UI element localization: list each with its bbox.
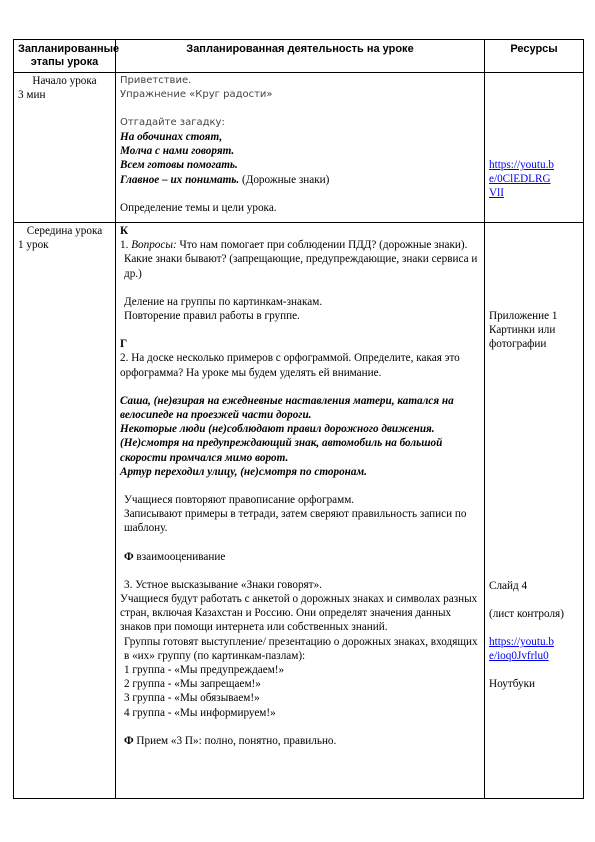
activity-cell-middle [116, 223, 485, 799]
question-number: 1. [120, 239, 132, 252]
group-item: 3 группа - «Мы обязываем!» [124, 692, 260, 705]
stage-cell-start [14, 73, 116, 223]
resource-link-line: e/0ClEDLRG [489, 173, 551, 186]
example-sentence: Артур переходил улицу, (не)смотря по сторонам. [120, 465, 367, 478]
resource-control-sheet: (лист контроля) [489, 607, 564, 620]
riddle-intro: Отгадайте загадку: [120, 117, 225, 128]
resource-appendix: Приложение 1 Картинки или фотографии [489, 310, 558, 351]
table-row-start [14, 73, 584, 223]
assessment-text: взаимооценивание [133, 550, 226, 563]
riddle-line: Всем готовы помогать. [120, 159, 238, 172]
task-3-description: Учащиеся будут работать с анкетой о дорожных знаках и символах разных стран, включая Казахстан и Россию. Они определят значения данных знаков при помощи интернета или собственных знаний. [120, 593, 478, 634]
greeting-text: Приветствие. [120, 75, 192, 86]
stage-name: Середина урока [26, 225, 103, 237]
resource-link-line: https://youtu.b [489, 636, 554, 649]
resources-cell-middle [485, 223, 584, 799]
rules-repeat: Повторение правил работы в группе. [124, 310, 300, 323]
groups-division: Деление на группы по картинкам-знакам. [124, 295, 323, 308]
students-repeat: Учащиеся повторяют правописание орфограмм. [124, 494, 355, 507]
example-sentence: Саша, (не)взирая на ежедневные наставления матери, катался на велосипеде на проезжей части дороги. [120, 394, 454, 422]
table-row-middle [14, 223, 584, 799]
section-label-f: Ф [124, 734, 134, 747]
stage-time: 1 урок [18, 239, 49, 252]
header-resources: Ресурсы [485, 40, 584, 73]
question-text-2: Какие знаки бывают? (запрещающие, предупреждающие, знаки сервиса и др.) [124, 253, 478, 280]
riddle-line: Молча с нами говорят. [120, 145, 235, 158]
section-label-g: Г [120, 338, 128, 351]
task-3-prep: Группы готовят выступление/ презентацию о дорожных знаках, входящих в «их» группу (по картинкам-пазлам): [124, 635, 478, 662]
exercise-text: Упражнение «Круг радости» [120, 89, 273, 100]
stage-time: 3 мин [18, 89, 46, 102]
resource-link-line: https://youtu.b [489, 159, 554, 171]
task-2-text: 2. На доске несколько примеров с орфограммой. Определите, какая это орфограмма? На уроке мы будем уделять ей внимание. [120, 352, 460, 379]
group-item: 2 группа - «Мы запрещаем!» [124, 678, 261, 691]
resource-laptops: Ноутбуки [489, 678, 536, 691]
table-header-row [14, 40, 584, 73]
lesson-plan-table [13, 39, 584, 799]
section-label-k: К [120, 225, 129, 237]
resource-link-youtube[interactable] [489, 159, 554, 199]
resource-link-line: VlI [489, 187, 504, 200]
group-item: 4 группа - «Мы информируем!» [124, 706, 276, 719]
riddle-line: Главное – их понимать. [120, 173, 240, 186]
activity-cell-start [116, 73, 485, 223]
stage-name: Начало урока [32, 75, 97, 87]
resource-slide: Слайд 4 [489, 579, 528, 592]
example-sentence: (Не)смотря на предупреждающий знак, автомобиль на большой скорости промчался мимо ворот. [120, 437, 443, 464]
topic-text: Определение темы и цели урока. [120, 201, 277, 214]
task-3-title: 3. Устное высказывание «Знаки говорят». [124, 578, 322, 591]
question-text: Что нам помогает при соблюдении ПДД? (дорожные знаки). [176, 239, 468, 252]
group-item: 1 группа - «Мы предупреждаем!» [124, 664, 285, 677]
resource-link-line: e/ioq0Jvfrlu0 [489, 650, 549, 663]
assessment-method-text: Прием «3 П»: полно, понятно, правильно. [133, 734, 337, 747]
resources-cell-start [485, 73, 584, 223]
questions-label: Вопросы: [131, 239, 177, 252]
header-activity: Запланированная деятельность на уроке [116, 40, 485, 73]
stage-cell-middle [14, 223, 116, 799]
header-stages: Запланированные этапы урока [14, 40, 116, 73]
example-sentence: Некоторые люди (не)соблюдают правил дорожного движения. [120, 423, 435, 436]
resource-link-youtube[interactable] [489, 636, 554, 662]
students-write: Записывают примеры в тетради, затем сверяют правильность записи по шаблону. [124, 508, 467, 535]
section-label-f: Ф [124, 550, 134, 563]
riddle-answer: (Дорожные знаки) [239, 173, 330, 186]
riddle-line: На обочинах стоят, [120, 131, 223, 143]
